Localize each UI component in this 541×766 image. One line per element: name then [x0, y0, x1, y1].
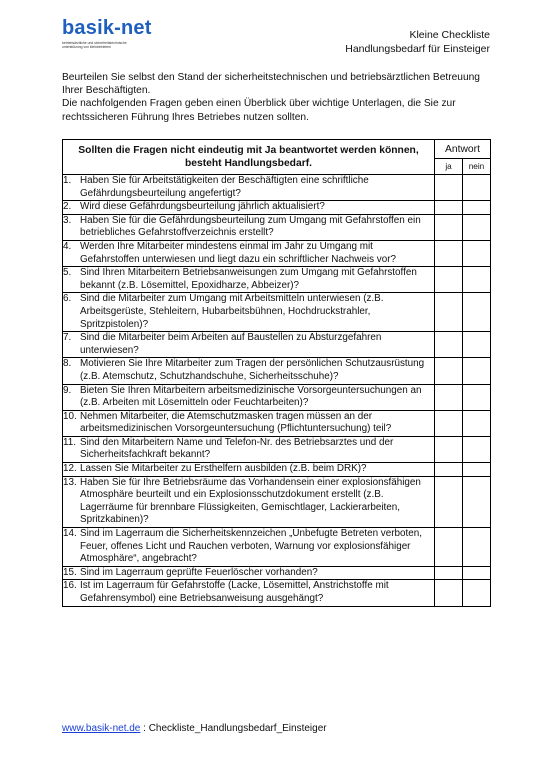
answer-yes-checkbox[interactable]: [435, 332, 463, 358]
question-number: 1.: [63, 175, 72, 186]
question-number: 15.: [63, 566, 77, 578]
answer-no-checkbox[interactable]: [463, 240, 491, 266]
table-row: [63, 528, 491, 567]
table-row: [63, 332, 491, 358]
question-number: 5.: [63, 267, 72, 279]
logo-wordmark: basik-net: [62, 17, 152, 39]
answer-yes-checkbox[interactable]: [435, 267, 463, 293]
question-text: Sind den Mitarbeitern Name und Telefon-Nr. des Betriebsarztes und der Sicherheitsfachkraft bekannt?: [80, 436, 394, 461]
answer-yes-checkbox[interactable]: [435, 240, 463, 266]
answer-yes-checkbox[interactable]: [435, 463, 463, 477]
answer-yes-checkbox[interactable]: [435, 201, 463, 215]
question-text: Nehmen Mitarbeiter, die Atemschutzmasken tragen müssen an der arbeitsmedizinischen Vorsorgeuntersuchung (Pflichtuntersuchung) teil?: [80, 410, 392, 435]
footer-text: : Checkliste_Handlungsbedarf_Einsteiger: [140, 723, 327, 734]
document-header: [345, 29, 490, 56]
answer-no-checkbox[interactable]: [463, 293, 491, 332]
question-cell: [63, 267, 435, 293]
answer-no-checkbox[interactable]: [463, 476, 491, 527]
table-row: [63, 384, 491, 410]
answer-no-checkbox[interactable]: [463, 358, 491, 384]
table-row: [63, 566, 491, 580]
header-line-1: Kleine Checkliste: [409, 29, 490, 41]
table-heading: Sollten die Fragen nicht eindeutig mit Ja beantwortet werden können, besteht Handlungsbedarf.: [63, 140, 435, 175]
table-row: [63, 293, 491, 332]
question-text: Sind die Mitarbeiter beim Arbeiten auf Baustellen zu Absturzgefahren unterwiesen?: [80, 332, 382, 356]
answer-yes-checkbox[interactable]: [435, 476, 463, 527]
question-cell: [63, 463, 435, 477]
question-text: Haben Sie für die Gefährdungsbeurteilung zum Umgang mit Gefahrstoffen ein betriebliches Gefahrstoffverzeichnis erstellt?: [80, 214, 421, 239]
question-cell: [63, 476, 435, 527]
question-number: 12.: [63, 463, 77, 475]
table-row: [63, 214, 491, 240]
question-cell: [63, 175, 435, 201]
answer-no-checkbox[interactable]: [463, 175, 491, 201]
header-line-2: Handlungsbedarf für Einsteiger: [345, 42, 490, 55]
question-text: Ist im Lagerraum für Gefahrstoffe (Lacke, Lösemittel, Anstrichstoffe mit Gefahrensymbol) eine Betriebsanweisung ausgehängt?: [80, 580, 389, 604]
answer-no-checkbox[interactable]: [463, 214, 491, 240]
answer-no-checkbox[interactable]: [463, 566, 491, 580]
question-cell: [63, 293, 435, 332]
question-text: Motivieren Sie Ihre Mitarbeiter zum Tragen der persönlichen Schutzausrüstung (z.B. Atemschutz, Schutzhandschuhe, Sicherheitsschuhe)?: [80, 358, 425, 382]
answer-yes-checkbox[interactable]: [435, 214, 463, 240]
table-row: [63, 201, 491, 215]
answer-no-checkbox[interactable]: [463, 201, 491, 215]
question-cell: [63, 384, 435, 410]
question-cell: [63, 358, 435, 384]
question-number: 10.: [63, 410, 77, 422]
questions-body: [63, 175, 491, 607]
question-number: 4.: [63, 240, 72, 252]
question-text: Bieten Sie Ihren Mitarbeitern arbeitsmedizinische Vorsorgeuntersuchungen an (z.B. Arbeiten mit Lösemitteln oder Feuchtarbeiten)?: [80, 384, 422, 409]
question-cell: [63, 566, 435, 580]
question-text: Haben Sie für Arbeitstätigkeiten der Beschäftigten eine schriftliche Gefährdungsbeurteilung angefertigt?: [80, 175, 369, 199]
question-number: 9.: [63, 384, 72, 396]
question-number: 3.: [63, 214, 72, 226]
footer-link[interactable]: www.basik-net.de: [62, 723, 141, 734]
table-row: [63, 476, 491, 527]
question-cell: [63, 580, 435, 606]
answer-yes-checkbox[interactable]: [435, 384, 463, 410]
table-row: [63, 175, 491, 201]
table-row: [63, 240, 491, 266]
question-text: Haben Sie für Ihre Betriebsräume das Vorhandensein einer explosionsfähigen Atmosphäre beurteilt und ein Explosionsschutzdokument erstellt (z.B. Lagerräume für brennbare Flüssigkeiten, Gemischtlager, Lackierarbeiten, Spritzkabinen)?: [80, 476, 421, 526]
question-number: 11.: [63, 436, 76, 448]
answer-no-checkbox[interactable]: [463, 267, 491, 293]
question-number: 2.: [63, 201, 72, 213]
answer-yes-checkbox[interactable]: [435, 175, 463, 201]
question-number: 6.: [63, 293, 72, 305]
answer-header: Antwort: [435, 140, 491, 159]
answer-yes-checkbox[interactable]: [435, 410, 463, 436]
answer-yes-checkbox[interactable]: [435, 358, 463, 384]
question-number: 16.: [63, 580, 77, 592]
intro-paragraph-1: Beurteilen Sie selbst den Stand der sicherheitstechnischen und betriebsärztlichen Betreuung Ihrer Beschäftigten.: [62, 72, 480, 97]
table-row: [63, 463, 491, 477]
question-text: Werden Ihre Mitarbeiter mindestens einmal im Jahr zu Umgang mit Gefahrstoffen unterwiesen und liegt dazu ein schriftlicher Nachweis vor?: [80, 240, 396, 265]
answer-yes-checkbox[interactable]: [435, 436, 463, 462]
question-text: Lassen Sie Mitarbeiter zu Ersthelfern ausbilden (z.B. beim DRK)?: [80, 463, 367, 475]
logo: [62, 18, 152, 49]
answer-no-checkbox[interactable]: [463, 436, 491, 462]
no-column-header: nein: [463, 159, 491, 175]
question-cell: [63, 528, 435, 567]
intro-paragraph-2: Die nachfolgenden Fragen geben einen Überblick über wichtige Unterlagen, die Sie zur rechtssicheren Führung Ihres Betriebes nutzen sollten.: [62, 98, 456, 123]
answer-no-checkbox[interactable]: [463, 463, 491, 477]
table-row: [63, 436, 491, 462]
question-text: Sind die Mitarbeiter zum Umgang mit Arbeitsmitteln unterwiesen (z.B. Arbeitsgerüste, Stehleitern, Hubarbeitsbühnen, Hochdruckstrahler, Spritzpistolen)?: [80, 293, 384, 330]
question-cell: [63, 214, 435, 240]
intro-text: [62, 71, 492, 124]
answer-no-checkbox[interactable]: [463, 528, 491, 567]
answer-no-checkbox[interactable]: [463, 332, 491, 358]
question-cell: [63, 436, 435, 462]
question-number: 14.: [63, 528, 77, 540]
table-row: [63, 358, 491, 384]
question-cell: [63, 201, 435, 215]
table-row: [63, 267, 491, 293]
answer-no-checkbox[interactable]: [463, 410, 491, 436]
answer-yes-checkbox[interactable]: [435, 566, 463, 580]
question-text: Sind Ihren Mitarbeitern Betriebsanweisungen zum Umgang mit Gefahrstoffen bekannt (z.B. Lösemittel, Epoxidharze, Abbeizer)?: [80, 267, 417, 291]
checklist-table: [62, 139, 491, 607]
answer-yes-checkbox[interactable]: [435, 293, 463, 332]
answer-yes-checkbox[interactable]: [435, 528, 463, 567]
question-text: Sind im Lagerraum die Sicherheitskennzeichen „Unbefugte Betreten verboten, Feuer, offenes Licht und Rauchen verboten, Warnung vor explosionsfähiger Atmosphäre“, angebracht?: [80, 528, 422, 565]
question-cell: [63, 332, 435, 358]
yes-column-header: ja: [435, 159, 463, 175]
question-number: 13.: [63, 476, 77, 488]
footer: [62, 723, 327, 734]
answer-no-checkbox[interactable]: [463, 580, 491, 606]
question-number: 8.: [63, 358, 72, 370]
question-text: Wird diese Gefährdungsbeurteilung jährlich aktualisiert?: [80, 201, 325, 213]
answer-no-checkbox[interactable]: [463, 384, 491, 410]
logo-tagline: betriebsärztliche und sicherheitstechnische unterstützung von kleinbetrieben: [62, 41, 127, 49]
table-row: [63, 410, 491, 436]
question-cell: [63, 240, 435, 266]
table-row: [63, 580, 491, 606]
answer-yes-checkbox[interactable]: [435, 580, 463, 606]
question-number: 7.: [63, 332, 72, 344]
question-cell: [63, 410, 435, 436]
question-text: Sind im Lagerraum geprüfte Feuerlöscher vorhanden?: [80, 566, 318, 578]
